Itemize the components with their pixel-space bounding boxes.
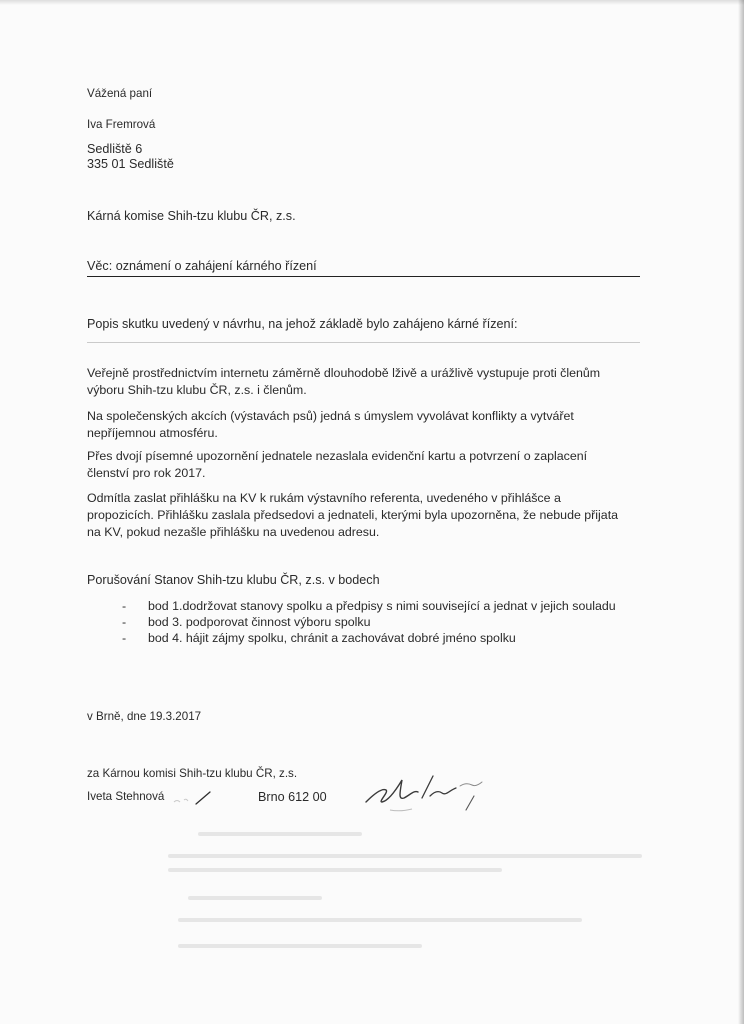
- salutation: Vážená paní: [87, 87, 153, 100]
- violation-item: - bod 3. podporovat činnost výboru spolku: [110, 614, 616, 630]
- paragraph-2-line-1: Na společenských akcích (výstavách psů) jedná s úmyslem vyvolávat konflikty a vytvářet: [87, 409, 574, 423]
- handwritten-signature: [360, 768, 500, 823]
- intro-text: Popis skutku uvedený v návrhu, na jehož základě bylo zahájeno kárné řízení:: [87, 317, 518, 331]
- addressee-street: Sedliště 6: [87, 142, 143, 156]
- paragraph-3-line-1: Přes dvojí písemné upozornění jednatele nezaslala evidenční kartu a potvrzení o zaplacení: [87, 449, 588, 463]
- paragraph-4-line-1: Odmítla zaslat přihlášku na KV k rukám výstavního referenta, uvedeného v přihlášce a: [87, 491, 561, 505]
- subject-line: Věc: oznámení o zahájení kárného řízení: [87, 259, 317, 273]
- addressee-name: Iva Fremrová: [87, 118, 156, 131]
- sender: Kárná komise Shih-tzu klubu ČR, z.s.: [87, 209, 296, 223]
- on-behalf-line: za Kárnou komisi Shih-tzu klubu ČR, z.s.: [87, 767, 298, 780]
- signer-name: Iveta Stehnová: [87, 790, 165, 803]
- paragraph-1: [87, 365, 647, 399]
- scan-edge-top: [0, 0, 744, 5]
- paragraph-2-line-2: nepříjemnou atmosféru.: [87, 426, 218, 440]
- paragraph-1-line-2: výboru Shih-tzu klubu ČR, z.s. i členům.: [87, 383, 307, 397]
- signer-address: Brno 612 00: [258, 790, 327, 804]
- fold-line: [87, 342, 640, 343]
- signature-tick-mark: [170, 788, 220, 810]
- paragraph-3: [87, 448, 647, 482]
- paragraph-4-line-3: na KV, pokud nezašle přihlášku na uvedenou adresu.: [87, 525, 380, 539]
- bleed-through-texture: [160, 820, 660, 960]
- violation-item: - bod 1.dodržovat stanovy spolku a předpisy s nimi související a jednat v jejich souladu: [110, 598, 616, 614]
- paragraph-2: [87, 408, 647, 442]
- paragraph-4-line-2: propozicích. Přihlášku zaslala předsedovi a jednateli, kterými byla upozorněna, že nebude přijata: [87, 508, 619, 522]
- paragraph-3-line-2: členství pro rok 2017.: [87, 466, 206, 480]
- violation-item: - bod 4. hájit zájmy spolku, chránit a zachovávat dobré jméno spolku: [110, 630, 616, 646]
- place-date: v Brně, dne 19.3.2017: [87, 710, 202, 723]
- addressee-city: 335 01 Sedliště: [87, 157, 174, 171]
- paragraph-4: [87, 490, 647, 541]
- paragraph-1-line-1: Veřejně prostřednictvím internetu záměrně dlouhodobě lživě a urážlivě vystupuje proti členům: [87, 366, 601, 380]
- subject-underline: [87, 276, 640, 277]
- scan-edge-right: [738, 0, 744, 1024]
- violations-list: [110, 598, 616, 646]
- violations-heading: Porušování Stanov Shih-tzu klubu ČR, z.s. v bodech: [87, 573, 380, 587]
